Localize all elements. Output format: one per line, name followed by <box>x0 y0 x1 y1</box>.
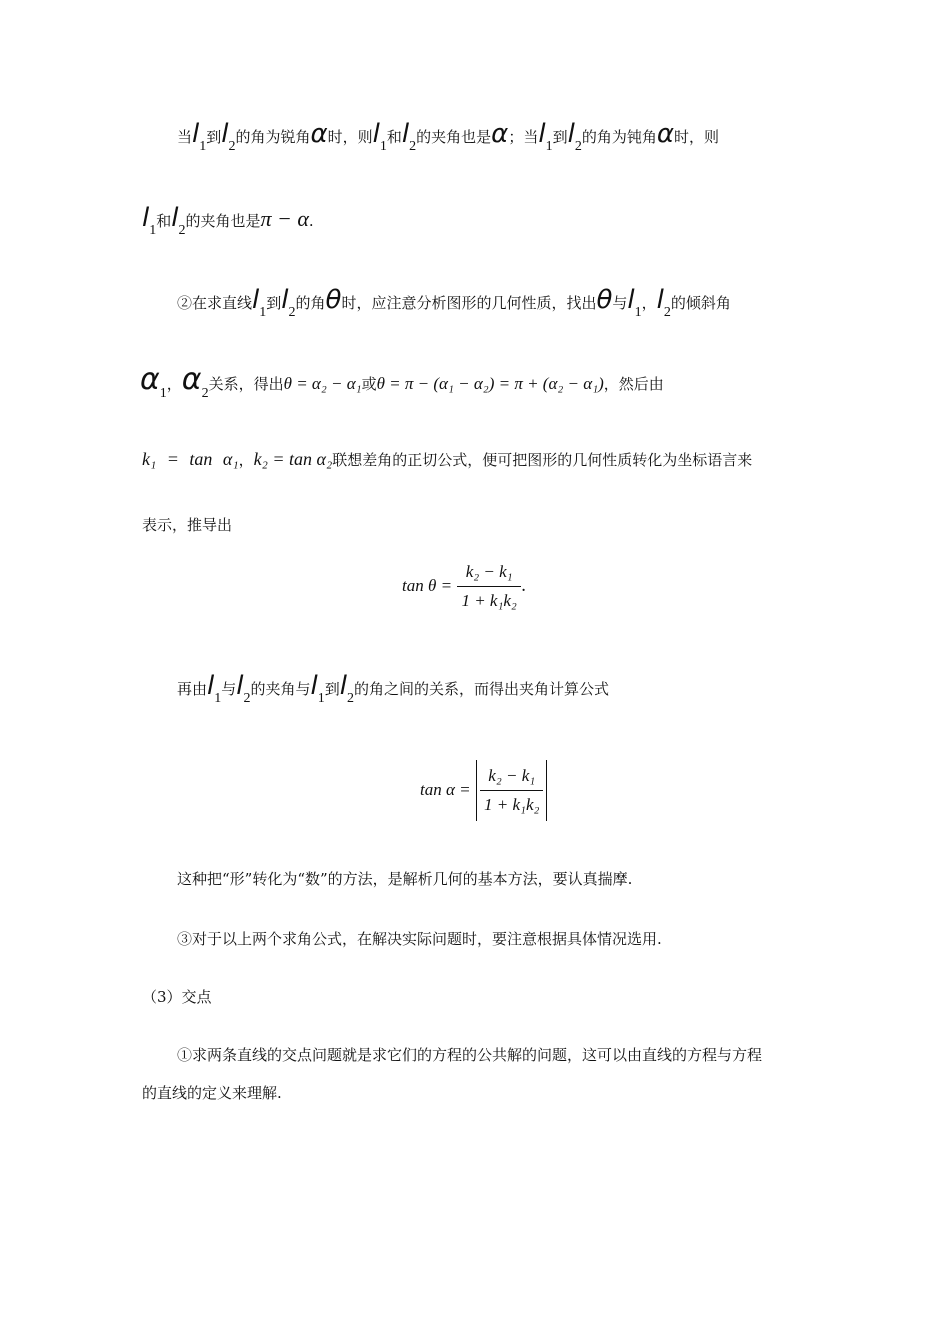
fraction-denominator: 1 + k₁k₂ <box>461 591 517 610</box>
math-l2: $l_2$ <box>401 119 417 154</box>
text: 的夹角也是 <box>416 128 492 146</box>
paragraph-4 <box>177 866 632 892</box>
absolute-value <box>476 760 547 821</box>
text: 的角 <box>295 294 326 312</box>
paragraph-3-line-1 <box>177 671 610 706</box>
text: 到 <box>552 128 568 146</box>
math-equation: k₂ = tan α₂ <box>253 449 333 469</box>
math-equation: k₁ = tan α₁ <box>142 449 239 469</box>
text: 这种把“形”转化为“数”的方法，是解析几何的基本方法，要认真揣摩. <box>177 870 633 888</box>
text: 到 <box>324 680 340 698</box>
text: ；当 <box>508 128 539 146</box>
formula-lhs: tan θ = <box>402 576 453 595</box>
formula-fraction <box>457 558 520 615</box>
text: 的直线的定义来理解. <box>142 1084 282 1102</box>
text: ， <box>166 375 182 393</box>
paragraph-5 <box>177 926 662 952</box>
text: 的角为钝角 <box>581 128 657 146</box>
math-l2: $l_2$ <box>171 203 186 238</box>
math-theta: θ <box>596 285 613 315</box>
text: . <box>308 212 314 230</box>
text: 的夹角也是 <box>185 212 261 230</box>
paragraph-6-line-1 <box>177 1042 762 1068</box>
formula-lhs: tan α = <box>420 780 471 799</box>
fraction-denominator: 1 + k₁k₂ <box>484 795 540 814</box>
paragraph-2-line-2 <box>140 362 664 401</box>
paragraph-6-line-2 <box>142 1080 282 1106</box>
text: （3）交点 <box>142 988 212 1006</box>
math-l2: $l_2$ <box>281 285 296 320</box>
math-l1: $l_1$ <box>372 119 387 154</box>
text: 再由 <box>177 680 208 698</box>
text: 联想差角的正切公式，便可把图形的几何性质转化为坐标语言来 <box>332 451 753 469</box>
formula-tan-alpha <box>420 760 547 821</box>
math-alpha: α <box>656 119 674 149</box>
text: ， <box>641 294 657 312</box>
paragraph-2-line-3 <box>142 446 752 473</box>
math-l1: $l_1$ <box>627 285 642 320</box>
paragraph-1-line-2 <box>142 203 314 238</box>
text: 的夹角与 <box>250 680 311 698</box>
math-l1: $l_1$ <box>310 671 325 706</box>
text: 时，则 <box>673 128 719 146</box>
text: 关系，得出 <box>208 375 284 393</box>
fraction-numerator: k₂ − k₁ <box>457 558 520 587</box>
text: . <box>520 576 527 596</box>
text: 或 <box>361 375 377 393</box>
text: 与 <box>221 680 237 698</box>
math-alpha: α <box>310 119 328 149</box>
math-l2: $l_2$ <box>221 119 236 154</box>
math-l1: $l_1$ <box>142 203 157 238</box>
text: 与 <box>612 294 628 312</box>
math-alpha2: $\alpha_2$ <box>181 362 209 401</box>
formula-tan-theta <box>402 558 526 615</box>
math-equation: θ = π − (α₁ − α₂) = π + (α₂ − α₁) <box>376 374 604 393</box>
text: 到 <box>206 128 222 146</box>
paragraph-2-line-1 <box>177 285 731 320</box>
section-heading-intersection <box>142 984 212 1010</box>
text: ②在求直线 <box>177 294 253 312</box>
text: 表示，推导出 <box>142 516 233 534</box>
text: 的倾斜角 <box>670 294 731 312</box>
text: 时，则 <box>327 128 373 146</box>
math-l1: $l_1$ <box>252 285 267 320</box>
paragraph-1-line-1 <box>177 119 719 154</box>
math-l1: $l_1$ <box>207 671 222 706</box>
text: 的角之间的关系，而得出夹角计算公式 <box>354 680 610 698</box>
text: 的角为锐角 <box>235 128 311 146</box>
text: 当 <box>177 128 193 146</box>
text: 到 <box>266 294 282 312</box>
text: ①求两条直线的交点问题就是求它们的方程的公共解的问题，这可以由直线的方程与方程 <box>177 1046 763 1064</box>
math-l2: $l_2$ <box>656 285 671 320</box>
fraction-numerator: k₂ − k₁ <box>480 762 543 791</box>
text: ③对于以上两个求角公式，在解决实际问题时，要注意根据具体情况选用. <box>177 930 662 948</box>
formula-fraction <box>480 762 543 819</box>
text: 和 <box>156 212 172 230</box>
text: 时，应注意分析图形的几何性质，找出 <box>341 294 597 312</box>
math-l2: $l_2$ <box>567 119 582 154</box>
math-l1: $l_1$ <box>192 119 207 154</box>
math-pi-minus-alpha: π − α <box>260 206 309 231</box>
math-equation: θ = α₂ − α₁ <box>283 374 362 393</box>
math-alpha1: $\alpha_1$ <box>140 362 167 401</box>
text: ，然后由 <box>603 375 664 393</box>
text: 和 <box>386 128 402 146</box>
math-l1: $l_1$ <box>538 119 553 154</box>
math-l2: $l_2$ <box>339 671 354 706</box>
math-alpha: α <box>491 119 509 149</box>
math-l2: $l_2$ <box>236 671 251 706</box>
math-theta: θ <box>325 285 342 315</box>
paragraph-2-line-4 <box>142 512 232 538</box>
text: ， <box>238 451 254 469</box>
